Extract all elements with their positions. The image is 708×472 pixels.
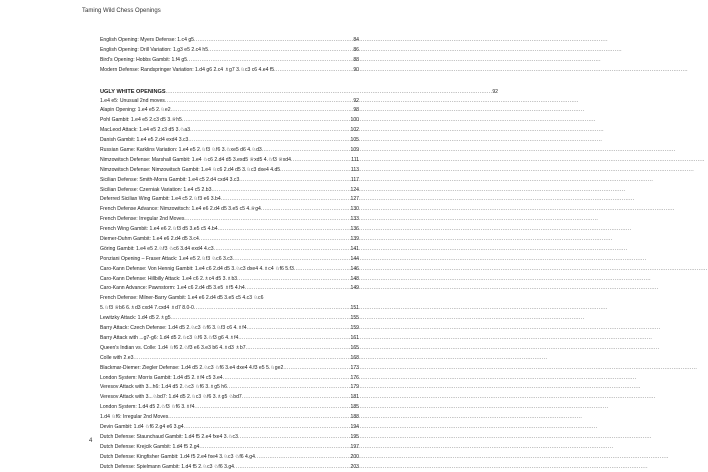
- toc-entry: [100, 215, 359, 225]
- toc-entry-page: 127: [350, 196, 359, 203]
- dot-leader: [237, 275, 349, 285]
- dot-leader: [242, 393, 350, 403]
- toc-entry-page: 165: [350, 344, 359, 351]
- dot-leader: [255, 453, 350, 463]
- toc-entry: [100, 453, 359, 463]
- dot-leader: [218, 225, 350, 235]
- dot-leader: [246, 344, 350, 354]
- toc-entry-page: 130: [350, 206, 359, 213]
- toc-entry-page: 86: [353, 46, 359, 53]
- toc-entry-title: 1.e4 e5: Unusual 2nd moves: [100, 97, 165, 104]
- toc-entry: [100, 354, 359, 364]
- toc-entry-title: Pohl Gambit: 1.e4 e5 2.c3 d5 3.♕h5: [100, 117, 182, 124]
- toc-entry-page: 179: [350, 384, 359, 391]
- dot-leader: [280, 166, 350, 176]
- toc-entry-title: Barry Attack: Czech Defense: 1.d4 d5 2.♘c3 ♘f6 3.♘f3 c6 4.♗f4: [100, 325, 247, 332]
- toc-entry-title: Russian Game: Karklins Variation: 1.e4 e5 2.♘f3 ♘f6 3.♘xe5 d6 4.♘d3: [100, 147, 262, 154]
- dot-leader: [247, 324, 350, 334]
- dot-leader: [171, 314, 350, 324]
- toc-entry-page: 155: [350, 315, 359, 322]
- dot-leader: [262, 146, 350, 156]
- toc-entry: [100, 423, 359, 433]
- dot-leader: [184, 423, 350, 433]
- toc-entry-page: 146: [350, 265, 359, 272]
- toc-entry-page: 159: [350, 325, 359, 332]
- toc-entry-title: Göring Gambit: 1.e4 e5 2.♘f3 ♘c6 3.d4 exd4 4.c3: [100, 245, 214, 252]
- toc-entry-title: Caro-Kann Advance: Pawnstorm: 1.e4 c6 2.d4 d5 3.e5 ♗f5 4.h4: [100, 285, 245, 292]
- toc-entry: [100, 156, 359, 166]
- dot-leader: [294, 265, 350, 275]
- toc-entry-page: 185: [350, 404, 359, 411]
- toc-entry-title: Veresov Attack with 3...♘bd7: 1.d4 d5 2.♘c3 ♘f6 3.♗g5 ♘bd7: [100, 394, 242, 401]
- dot-leader: [190, 126, 349, 136]
- toc-entry-page: 117: [350, 176, 359, 183]
- toc-entry: [100, 265, 359, 275]
- toc-entry: [100, 106, 359, 116]
- toc-entry-page: 105: [350, 137, 359, 144]
- toc-entry-title: Colle with 2.e3: [100, 354, 134, 361]
- toc-entry-title: Queen's Indian vs. Colle: 1.d4 ♘f6 2.♘f3 e6 3.e3 b6 4.♗d3 ♗b7: [100, 344, 246, 351]
- toc-entry-title: Dutch Defense: Kingfisher Gambit: 1.d4 f5 2.e4 fxe4 3.♘c3 ♘f6 4.g4: [100, 453, 255, 460]
- toc-entry-title: London System: Morris Gambit: 1.d4 d5 2.♗f4 c5 3.e4: [100, 374, 223, 381]
- dot-leader: [261, 205, 350, 215]
- section-page: 92: [492, 88, 499, 95]
- dot-leader: [165, 97, 352, 107]
- dot-leader: [234, 463, 349, 472]
- toc-section-heading: [100, 87, 499, 97]
- dot-leader: [238, 433, 350, 443]
- dot-leader: [199, 235, 350, 245]
- toc-entry-title: MacLeod Attack: 1.e4 e5 2.c3 d5 3.♘a3: [100, 127, 191, 134]
- toc-entry: [100, 56, 359, 66]
- toc-entry-page: 203: [350, 463, 359, 470]
- toc-entry-title: English Opening: Myers Defense: 1.c4 g5: [100, 37, 195, 43]
- dot-leader: [133, 354, 349, 364]
- table-of-contents: [100, 36, 499, 472]
- toc-entry-page: 188: [350, 414, 359, 421]
- dot-leader: [171, 106, 353, 116]
- toc-entry-title: Danish Gambit: 1.e4 e5 2.d4 exd4 3.c3: [100, 137, 189, 144]
- dot-leader: [194, 304, 350, 314]
- toc-entry-page: 151: [350, 305, 359, 312]
- toc-entry: [100, 413, 359, 423]
- toc-entry-title: Veresov Attack with 3...h6: 1.d4 d5 2.♘c3 ♘f6 3.♗g5 h6: [100, 384, 227, 391]
- toc-entry-page: 113: [350, 166, 359, 173]
- toc-entry-page: 144: [350, 255, 359, 262]
- toc-entry-title: French Defense: Milner-Barry Gambit: 1.e4 e6 2.d4 d5 3.e5 c5 4.c3 ♘c6: [100, 295, 264, 302]
- toc-entry: [100, 36, 359, 46]
- dot-leader: [245, 284, 350, 294]
- toc-entry: [100, 344, 359, 354]
- toc-entry-title: Barry Attack with ...g7-g6: 1.d4 d5 2.♘c3 ♘f6 3.♘f3 g6 4.♗f4: [100, 334, 239, 341]
- toc-entry: [100, 195, 359, 205]
- toc-entry-title: 5.♘f3 ♕b6 6.♗d3 cxd4 7.cxd4 ♗d7 8.0-0: [100, 305, 194, 312]
- toc-entry: [100, 166, 359, 176]
- dot-leader: [182, 116, 350, 126]
- section-gap: [100, 76, 359, 87]
- dot-leader: [194, 403, 349, 413]
- toc-entry: [100, 176, 359, 186]
- dot-leader: [168, 413, 349, 423]
- toc-entry-title: London System: 1.d4 d5 2.♘f3 ♘f6 3.♗f4: [100, 404, 195, 411]
- toc-entry: [100, 186, 359, 196]
- toc-entry-title: Nimzowitsch Defense: Nimzowitsch Gambit: 1.e4 ♘c6 2.d4 d5 3.♘c3 dxe4 4.d5: [100, 166, 281, 173]
- dot-leader: [214, 245, 350, 255]
- toc-entry-page: 148: [350, 275, 359, 282]
- page-number: 4: [89, 438, 93, 444]
- toc-entry-title: Ponziani Opening – Fraser Attack: 1.e4 e5 2.♘f3 ♘c6 3.c3: [100, 255, 233, 262]
- dot-leader: [223, 374, 350, 384]
- toc-entry: [100, 136, 359, 146]
- toc-entry-page: 100: [350, 117, 359, 124]
- toc-entry-page: 98: [353, 107, 359, 114]
- running-head: Taming Wild Chess Openings: [82, 8, 161, 14]
- toc-entry-title: Bird's Opening: Hobbs Gambit: 1.f4 g5: [100, 56, 188, 63]
- toc-entry-title: Dutch Defense: Krejcik Gambit: 1.d4 f5 2.g4: [100, 443, 200, 450]
- toc-entry-title: Sicilian Defense: Smith-Morra Gambit: 1.e4 c5 2.d4 cxd4 3.c3: [100, 176, 240, 183]
- dot-leader: [187, 56, 352, 66]
- toc-entry: [100, 235, 359, 245]
- toc-entry-page: 141: [350, 245, 359, 252]
- toc-entry-title: Alapin Opening: 1.e4 e5 2.♘e2: [100, 107, 171, 114]
- toc-entry: [100, 393, 359, 403]
- dot-leader: [227, 383, 350, 393]
- toc-entry-page: 173: [350, 364, 359, 371]
- toc-entry-page: 181: [350, 394, 359, 401]
- toc-entry-title: French Wing Gambit: 1.e4 e6 2.♘f3 d5 3.e5 c5 4.b4: [100, 226, 218, 233]
- toc-entry-page: 195: [350, 433, 359, 440]
- dot-leader: [291, 156, 350, 166]
- toc-entry: [100, 324, 359, 334]
- toc-entry-title: Caro-Kann Defense: Hillbilly Attack: 1.e4 c6 2.♗c4 d5 3.♗b3: [100, 275, 238, 282]
- toc-entry-title: Diemer-Duhm Gambit: 1.e4 e6 2.d4 d5 3.c4: [100, 236, 199, 243]
- toc-entry-page: 168: [350, 354, 359, 361]
- dot-leader: [199, 443, 349, 453]
- toc-entry-page: 133: [350, 216, 359, 223]
- dot-leader: [238, 334, 349, 344]
- toc-entry-page: 136: [350, 226, 359, 233]
- toc-entry-title: French Defense Advance: Nimzowitsch: 1.e4 e6 2.d4 d5 3.e5 c5 4.♕g4: [100, 206, 261, 213]
- toc-entry-page: 109: [350, 147, 359, 154]
- dot-leader: [208, 46, 352, 56]
- toc-entry: [100, 146, 359, 156]
- toc-entry-title: Blackmar-Diemer: Ziegler Defense: 1.d4 d5 2.♘c3 ♘f6 3.e4 dxe4 4.f3 e5 5.♘ge2: [100, 364, 284, 371]
- toc-entry: [100, 463, 359, 472]
- dot-leader: [166, 87, 493, 97]
- dot-leader: [188, 136, 349, 146]
- toc-entry-page: 149: [350, 285, 359, 292]
- toc-entry: [100, 364, 359, 374]
- dot-leader: [274, 66, 352, 76]
- toc-entry: [100, 116, 359, 126]
- toc-entry-title: Dutch Defense: Spielmann Gambit: 1.d4 f5 2.♘c3 ♘f6 3.g4: [100, 463, 235, 470]
- toc-entry: [100, 374, 359, 384]
- toc-entry-title: Nimzowitsch Defense: Marshall Gambit: 1.e4 ♘c6 2.d4 d5 3.exd5 ♕xd5 4.♘f3 ♕xd4: [100, 156, 291, 163]
- toc-entry-page: 161: [350, 334, 359, 341]
- toc-entry-title: French Defense: Irregular 2nd Moves: [100, 216, 185, 223]
- toc-entry: [100, 46, 359, 56]
- toc-entry-title: Caro-Kann Defense: Von Hennig Gambit: 1.e4 c6 2.d4 d5 3.♘c3 dxe4 4.♗c4 ♘f6 5.f3: [100, 265, 294, 272]
- dot-leader: [184, 215, 349, 225]
- toc-entry-page: 124: [350, 186, 359, 193]
- toc-entry: [100, 205, 359, 215]
- toc-entry: [100, 97, 359, 107]
- dot-leader: [211, 186, 349, 196]
- toc-entry-page: 88: [353, 56, 359, 63]
- toc-entry-title: Devin Gambit: 1.d4 ♘f6 2.g4 e6 3.g4: [100, 423, 184, 430]
- toc-entry-page: 194: [350, 423, 359, 430]
- toc-group-1: [100, 36, 359, 76]
- section-title: UGLY WHITE OPENINGS: [100, 88, 166, 95]
- toc-entry: [100, 294, 359, 304]
- dot-leader: [239, 176, 350, 186]
- dot-leader: [283, 364, 349, 374]
- toc-entry: [100, 443, 359, 453]
- toc-entry: [100, 433, 359, 443]
- toc-entry-page: 111: [351, 156, 359, 163]
- toc-entry: [100, 275, 359, 285]
- toc-entry-title: Modern Defense: Randspringer Variation: 1.d4 g6 2.c4 ♗g7 3.♘c3 c6 4.e4 f5: [100, 66, 275, 73]
- toc-entry: [100, 66, 359, 76]
- toc-entry-page: 139: [350, 236, 359, 243]
- toc-entry-page: 102: [350, 127, 359, 134]
- toc-entry: [100, 255, 359, 265]
- toc-entry-title: Sicilian Defense: Czerniak Variation: 1.e4 c5 2.b3: [100, 186, 212, 193]
- toc-entry: [100, 383, 359, 393]
- toc-entry: [100, 225, 359, 235]
- toc-entry-title: Dutch Defense: Staunchaud Gambit: 1.d4 f5 2.e4 fxe4 3.♘c3: [100, 433, 238, 440]
- toc-entry-page: 90: [353, 66, 359, 73]
- toc-entry-page: 200: [350, 453, 359, 460]
- toc-entry-page: 84: [353, 37, 359, 43]
- toc-entry: [100, 314, 359, 324]
- toc-entry-title: 1.d4 ♘f6: Irregular 2nd Moves: [100, 414, 169, 421]
- toc-entry: [100, 245, 359, 255]
- toc-entry-page: 92: [353, 97, 359, 104]
- toc-entry: [100, 403, 359, 413]
- toc-entry: [100, 284, 359, 294]
- toc-entry-title: Lewitzky Attack: 1.d4 d5 2.♗g5: [100, 315, 171, 322]
- toc-entry: [100, 334, 359, 344]
- dot-leader: [194, 36, 352, 46]
- toc-entry-page: 176: [350, 374, 359, 381]
- dot-leader: [233, 255, 350, 265]
- toc-entry: [100, 304, 359, 314]
- toc-entry-title: English Opening: Drill Variation: 1.g3 e5 2.c4 h5: [100, 46, 209, 53]
- toc-entry-title: Deferred Sicilian Wing Gambit: 1.e4 c5 2.♘f3 e6 3.b4: [100, 196, 221, 203]
- dot-leader: [221, 195, 350, 205]
- toc-group-2: [100, 97, 359, 472]
- toc-entry-page: 197: [350, 443, 359, 450]
- toc-entry: [100, 126, 359, 136]
